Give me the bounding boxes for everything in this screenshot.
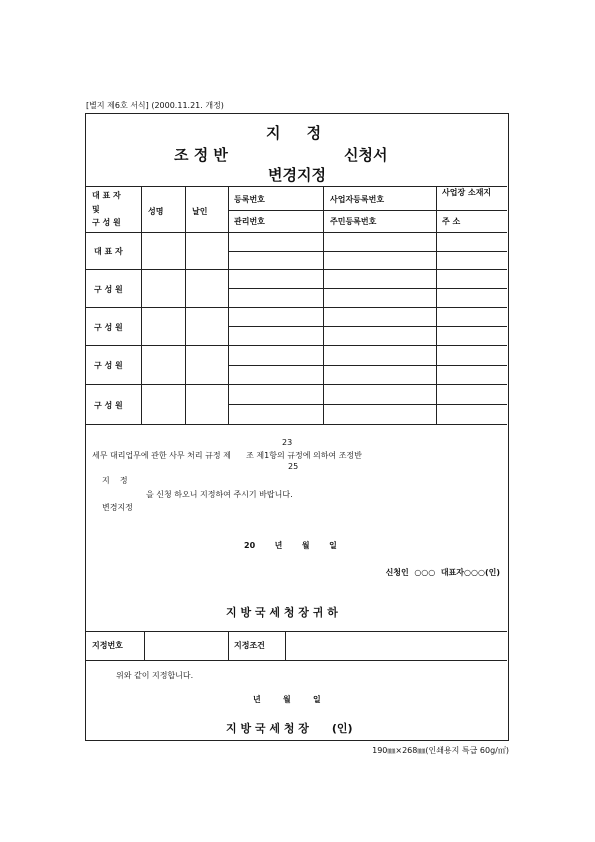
row-label-member-1: 구 성 원	[94, 285, 123, 294]
applicant-line: 신청인 ○○○ 대표자○○○(인)	[385, 568, 500, 577]
header-name: 성명	[148, 207, 164, 216]
form-number: [별지 제6호 서식] (2000.11.21. 개정)	[86, 101, 224, 110]
header-group-label-2: 및	[92, 205, 100, 214]
designation-condition-label: 지정조건	[234, 641, 265, 650]
header-biz-addr: 사업장 소재지	[442, 188, 492, 197]
title-team: 조 정 반	[174, 146, 228, 164]
title-line-3: 변경지정	[268, 166, 326, 184]
addressee: 지 방 국 세 청 장 귀 하	[226, 606, 338, 619]
header-group-label-1: 대 표 자	[92, 191, 121, 200]
row-label-representative: 대 표 자	[94, 247, 123, 256]
body-line-1: 세무 대리업무에 관한 사무 처리 규정 제 조 제1항의 규정에 의하여 조정반	[92, 451, 362, 460]
title-line-1: 지 정	[266, 124, 322, 142]
approval-text: 위와 같이 지정합니다.	[116, 671, 194, 680]
row-label-member-2: 구 성 원	[94, 323, 123, 332]
approval-date: 년 월 일	[253, 695, 321, 704]
header-reg-no: 등록번호	[234, 195, 265, 204]
application-form	[85, 113, 509, 741]
header-biz-reg-no: 사업자등록번호	[330, 195, 385, 204]
row-label-member-4: 구 성 원	[94, 401, 123, 410]
row-label-member-3: 구 성 원	[94, 361, 123, 370]
rule-article-subscript: 25	[288, 462, 299, 471]
designation-no-label: 지정번호	[92, 641, 123, 650]
header-address: 주 소	[442, 217, 461, 226]
option-designation: 지 정	[102, 476, 128, 485]
header-mgmt-no: 관리번호	[234, 217, 265, 226]
option-change-designation: 변경지정	[102, 503, 133, 512]
rule-article-superscript: 23	[282, 438, 293, 447]
header-resident-no: 주민등록번호	[330, 217, 377, 226]
header-group-label-3: 구 성 원	[92, 218, 121, 227]
body-line-2: 을 신청 하오니 지정하여 주시기 바랍니다.	[146, 490, 293, 499]
application-date: 20 년 월 일	[244, 541, 337, 550]
paper-spec: 190㎜×268㎜(인쇄용지 특급 60g/㎡)	[372, 746, 509, 755]
approval-signer: 지 방 국 세 청 장 (인)	[226, 722, 353, 735]
header-seal: 날인	[192, 207, 208, 216]
title-application: 신청서	[344, 146, 388, 164]
